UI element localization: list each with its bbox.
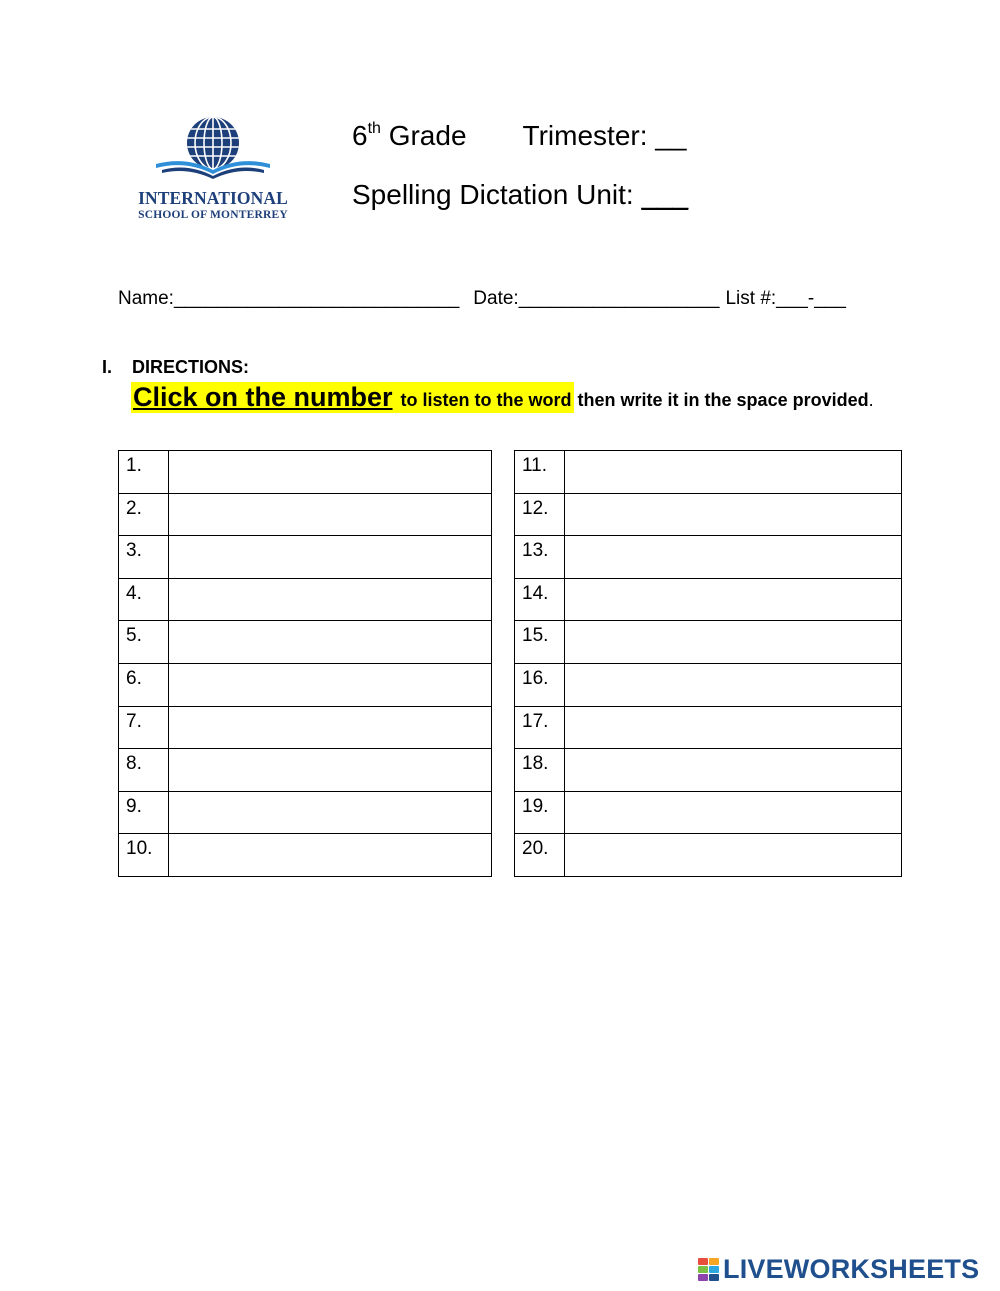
word-row — [119, 536, 492, 579]
date-field: Date:___________________ — [473, 288, 720, 309]
grade-suffix: th — [367, 119, 381, 137]
word-answer-field[interactable] — [169, 834, 492, 877]
word-number-audio-button[interactable]: 2. — [119, 493, 169, 536]
word-answer-field[interactable] — [169, 791, 492, 834]
word-answer-field[interactable] — [565, 451, 902, 494]
word-answer-field[interactable] — [169, 663, 492, 706]
word-number-audio-button[interactable]: 20. — [515, 834, 565, 877]
grade-word: Grade — [380, 120, 467, 151]
word-number-audio-button[interactable]: 10. — [119, 834, 169, 877]
word-number-audio-button[interactable]: 1. — [119, 451, 169, 494]
word-number-audio-button[interactable]: 12. — [515, 493, 565, 536]
word-answer-field[interactable] — [169, 749, 492, 792]
word-answer-field[interactable] — [169, 493, 492, 536]
section-numeral: I. — [102, 357, 113, 377]
write-instruction: then write it in the space provided — [577, 390, 869, 410]
word-answer-field[interactable] — [565, 834, 902, 877]
logo-text-line1: INTERNATIONAL — [138, 188, 288, 208]
directions-text — [131, 382, 874, 413]
word-number-audio-button[interactable]: 11. — [515, 451, 565, 494]
word-row — [119, 706, 492, 749]
word-row — [515, 493, 902, 536]
logo-block — [709, 1258, 719, 1265]
word-row — [119, 663, 492, 706]
word-row — [119, 834, 492, 877]
word-number-audio-button[interactable]: 17. — [515, 706, 565, 749]
word-number-audio-button[interactable]: 14. — [515, 578, 565, 621]
word-number-audio-button[interactable]: 4. — [119, 578, 169, 621]
word-row — [515, 621, 902, 664]
word-answer-field[interactable] — [169, 536, 492, 579]
liveworksheets-logo-icon — [698, 1258, 720, 1282]
word-answer-field[interactable] — [169, 451, 492, 494]
unit-title — [352, 179, 688, 211]
listen-instruction: to listen to the word — [400, 390, 572, 410]
word-row — [119, 621, 492, 664]
word-number-audio-button[interactable]: 13. — [515, 536, 565, 579]
grade-title — [352, 120, 686, 152]
word-row — [119, 451, 492, 494]
word-answer-field[interactable] — [565, 749, 902, 792]
word-number-audio-button[interactable]: 19. — [515, 791, 565, 834]
logo-text-line2: SCHOOL OF MONTERREY — [138, 209, 288, 221]
word-row — [119, 493, 492, 536]
word-row — [515, 834, 902, 877]
word-number-audio-button[interactable]: 7. — [119, 706, 169, 749]
word-row — [515, 451, 902, 494]
trimester-label: Trimester: — [522, 120, 656, 151]
logo-block — [698, 1258, 708, 1265]
word-answer-field[interactable] — [565, 663, 902, 706]
word-answer-field[interactable] — [565, 536, 902, 579]
grade-number: 6 — [352, 120, 368, 151]
click-number-link[interactable]: Click on the number — [133, 382, 393, 412]
word-table-left — [118, 450, 492, 877]
trimester-blank: __ — [655, 120, 687, 151]
instruction-period: . — [868, 390, 874, 410]
word-answer-field[interactable] — [565, 791, 902, 834]
globe-book-icon — [152, 112, 274, 186]
word-answer-field[interactable] — [565, 621, 902, 664]
word-row — [515, 663, 902, 706]
unit-label: Spelling Dictation Unit: — [352, 179, 642, 210]
logo-block — [698, 1274, 708, 1281]
word-number-audio-button[interactable]: 8. — [119, 749, 169, 792]
school-logo — [132, 112, 294, 227]
word-row — [119, 578, 492, 621]
logo-block — [698, 1266, 708, 1273]
word-answer-field[interactable] — [565, 706, 902, 749]
highlighted-instruction — [131, 382, 574, 413]
directions-heading: DIRECTIONS: — [132, 357, 249, 377]
word-row — [515, 706, 902, 749]
word-answer-field[interactable] — [169, 621, 492, 664]
word-answer-field[interactable] — [565, 578, 902, 621]
word-row — [515, 578, 902, 621]
word-answer-field[interactable] — [565, 493, 902, 536]
liveworksheets-wordmark: LIVEWORKSHEETS — [723, 1254, 980, 1284]
logo-block — [709, 1274, 719, 1281]
word-number-audio-button[interactable]: 16. — [515, 663, 565, 706]
list-number-field: List #:___-___ — [725, 288, 846, 309]
word-number-audio-button[interactable]: 15. — [515, 621, 565, 664]
word-number-audio-button[interactable]: 18. — [515, 749, 565, 792]
name-field: Name:___________________________ — [118, 288, 460, 309]
word-row — [515, 536, 902, 579]
word-answer-field[interactable] — [169, 706, 492, 749]
word-answer-field[interactable] — [169, 578, 492, 621]
word-row — [515, 791, 902, 834]
word-row — [119, 791, 492, 834]
word-number-audio-button[interactable]: 6. — [119, 663, 169, 706]
student-info-row — [118, 288, 846, 310]
logo-block — [709, 1266, 719, 1273]
unit-blank: ___ — [641, 179, 689, 210]
word-number-audio-button[interactable]: 3. — [119, 536, 169, 579]
word-table-right — [514, 450, 902, 877]
word-number-audio-button[interactable]: 5. — [119, 621, 169, 664]
word-row — [119, 749, 492, 792]
word-row — [515, 749, 902, 792]
word-number-audio-button[interactable]: 9. — [119, 791, 169, 834]
